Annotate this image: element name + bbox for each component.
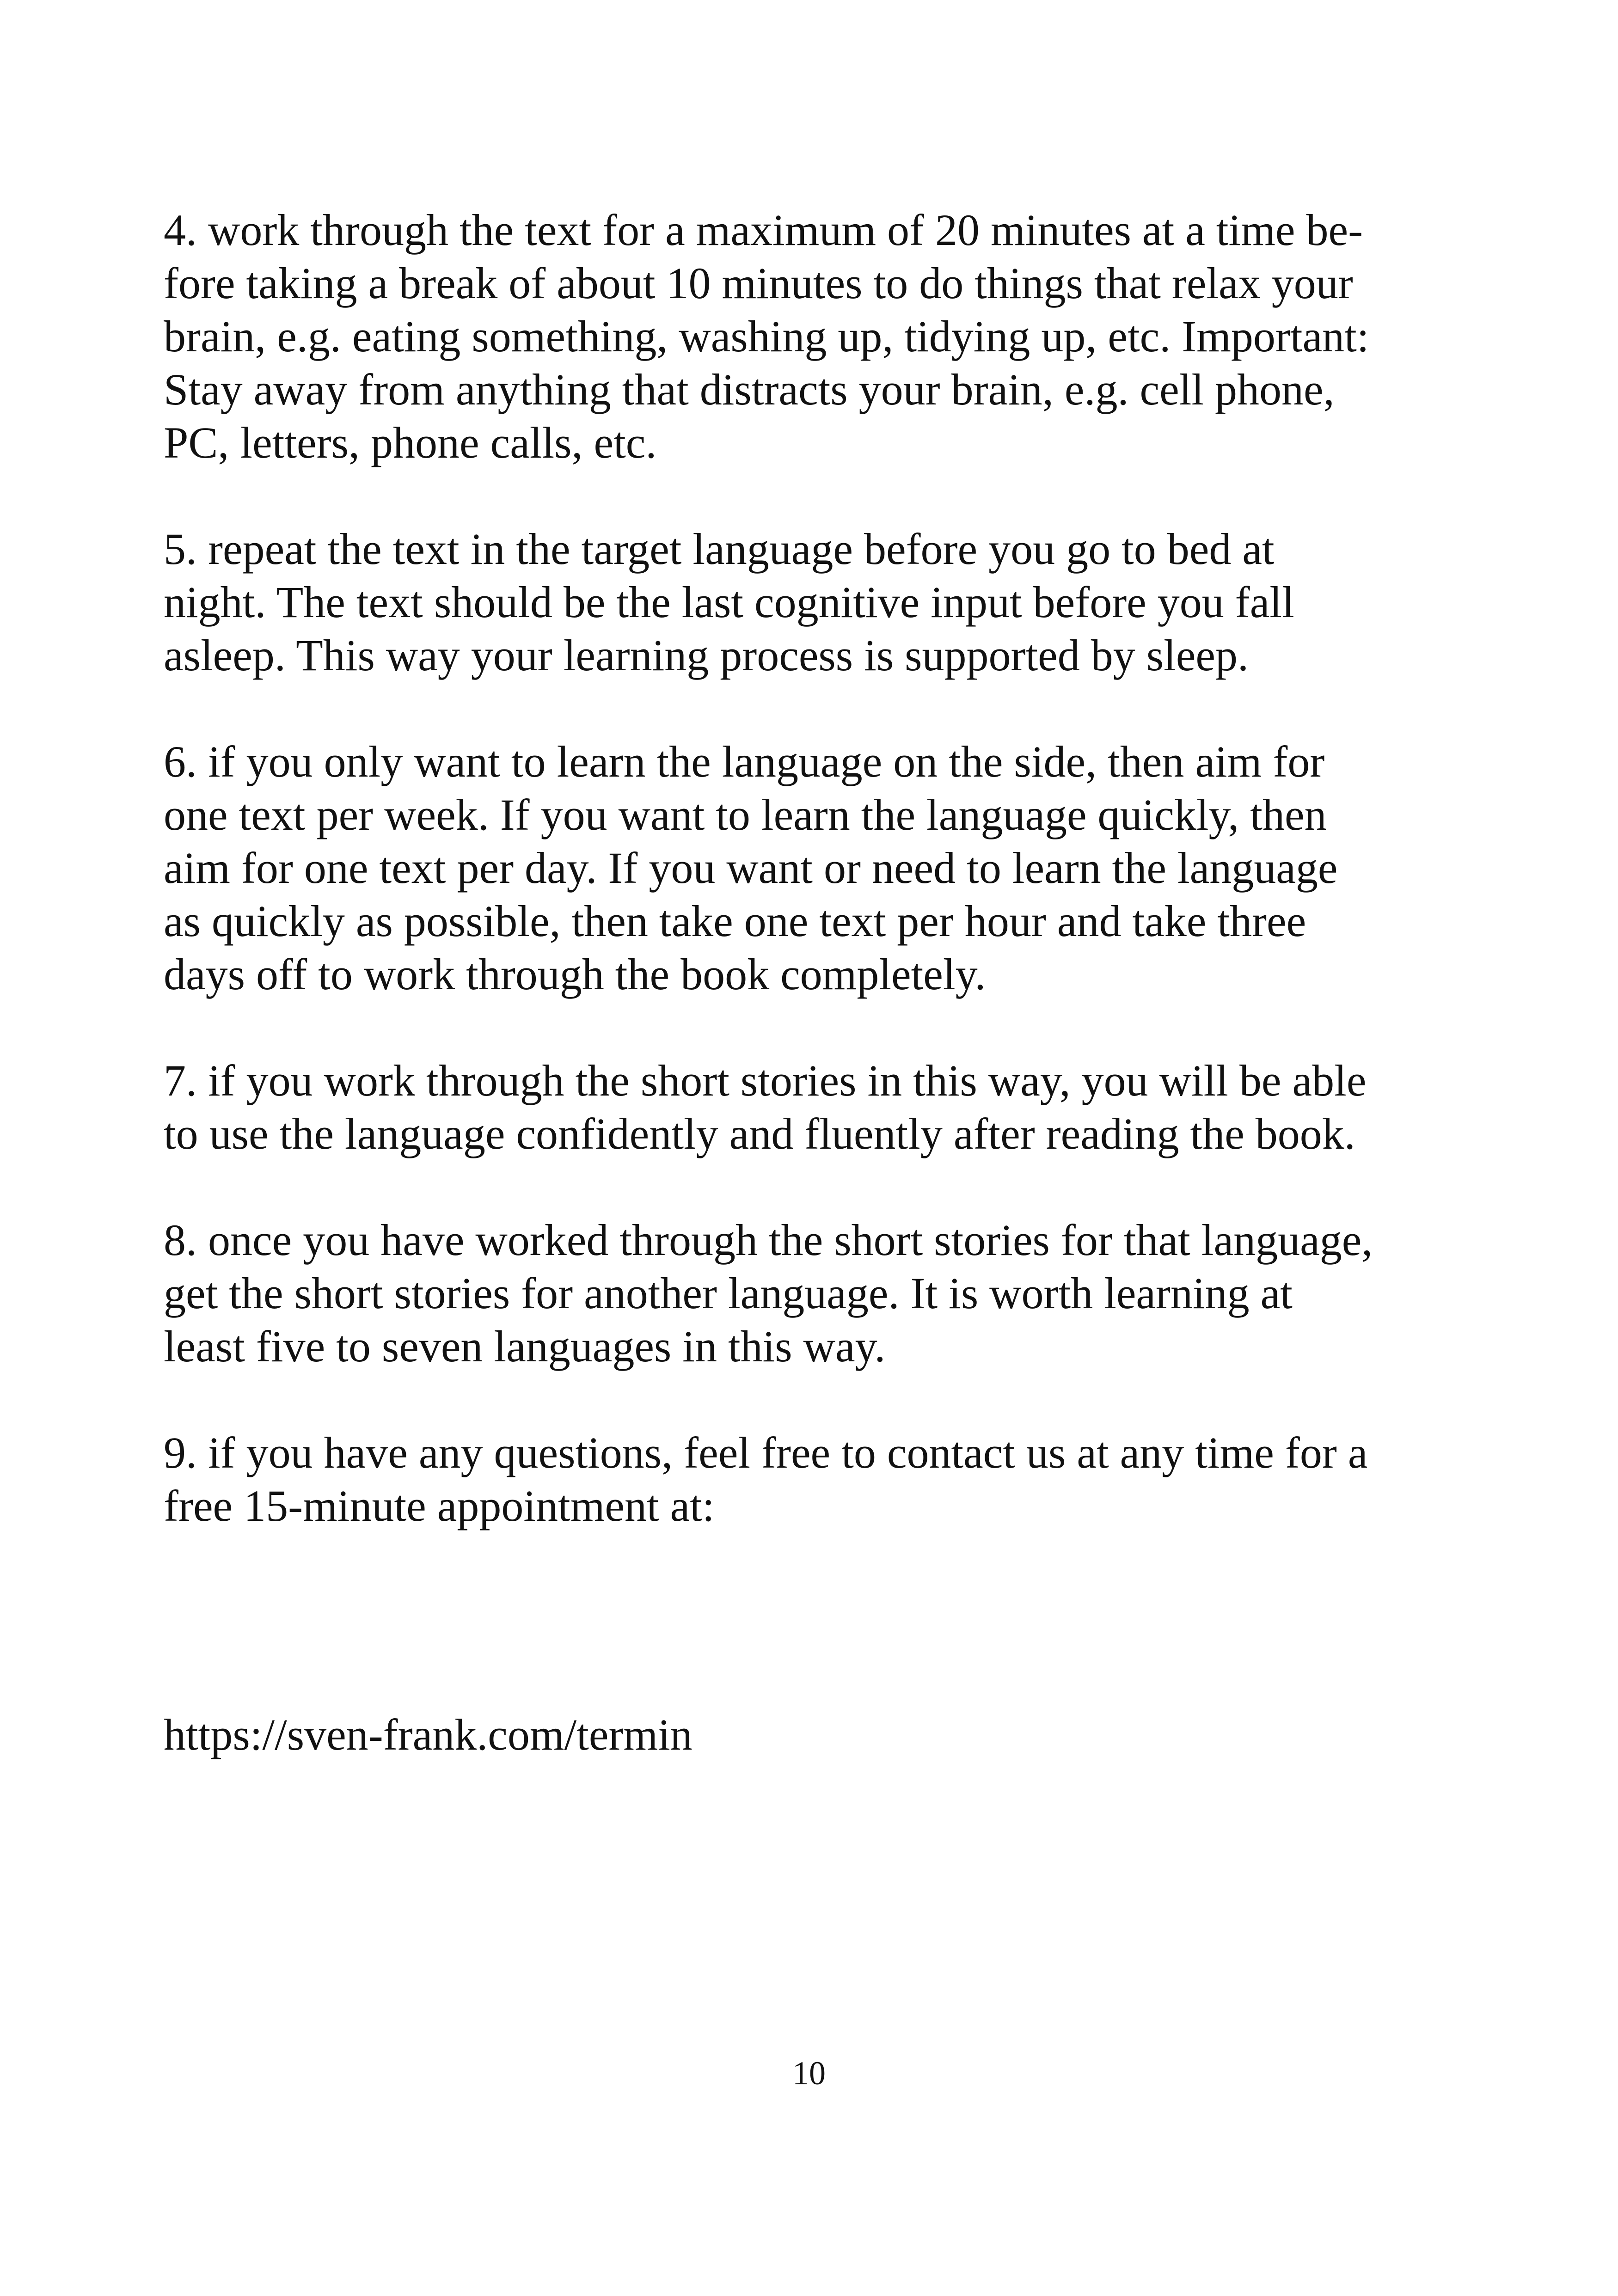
text-line: night. The text should be the last cognitive input before you fall bbox=[164, 577, 1294, 627]
text-line: 5. repeat the text in the target language before you go to bed at bbox=[164, 524, 1275, 574]
text-line: fore taking a break of about 10 minutes to do things that relax your bbox=[164, 258, 1353, 308]
paragraph-step-9 bbox=[164, 1426, 1458, 1532]
paragraph-step-6 bbox=[164, 735, 1458, 1001]
text-line: free 15-minute appointment at: bbox=[164, 1481, 715, 1531]
text-line: get the short stories for another language. It is worth learning at bbox=[164, 1268, 1293, 1318]
text-line: as quickly as possible, then take one text per hour and take three bbox=[164, 896, 1306, 946]
text-line: 9. if you have any questions, feel free to contact us at any time for a bbox=[164, 1428, 1368, 1477]
text-line: Stay away from anything that distracts your brain, e.g. cell phone, bbox=[164, 365, 1335, 414]
text-line: aim for one text per day. If you want or need to learn the language bbox=[164, 843, 1338, 893]
page-number: 10 bbox=[792, 2055, 826, 2092]
text-line: asleep. This way your learning process is supported by sleep. bbox=[164, 631, 1249, 680]
body-text bbox=[164, 203, 1458, 1586]
text-line: least five to seven languages in this way. bbox=[164, 1322, 886, 1371]
text-line: 7. if you work through the short stories in this way, you will be able bbox=[164, 1056, 1367, 1105]
paragraph-step-5 bbox=[164, 522, 1458, 682]
text-line: one text per week. If you want to learn the language quickly, then bbox=[164, 790, 1327, 839]
text-line: 8. once you have worked through the short stories for that language, bbox=[164, 1215, 1373, 1265]
text-line: to use the language confidently and fluently after reading the book. bbox=[164, 1109, 1355, 1158]
paragraph-step-4 bbox=[164, 203, 1458, 469]
text-line: days off to work through the book completely. bbox=[164, 949, 986, 999]
paragraph-step-8 bbox=[164, 1213, 1458, 1373]
text-line: brain, e.g. eating something, washing up, tidying up, etc. Important: bbox=[164, 312, 1369, 361]
text-line: 4. work through the text for a maximum of 20 minutes at a time be- bbox=[164, 205, 1363, 255]
paragraph-step-7 bbox=[164, 1054, 1458, 1160]
text-line: PC, letters, phone calls, etc. bbox=[164, 418, 657, 467]
appointment-link[interactable]: https://sven-frank.com/termin bbox=[164, 1710, 693, 1759]
text-line: 6. if you only want to learn the language on the side, then aim for bbox=[164, 737, 1325, 786]
